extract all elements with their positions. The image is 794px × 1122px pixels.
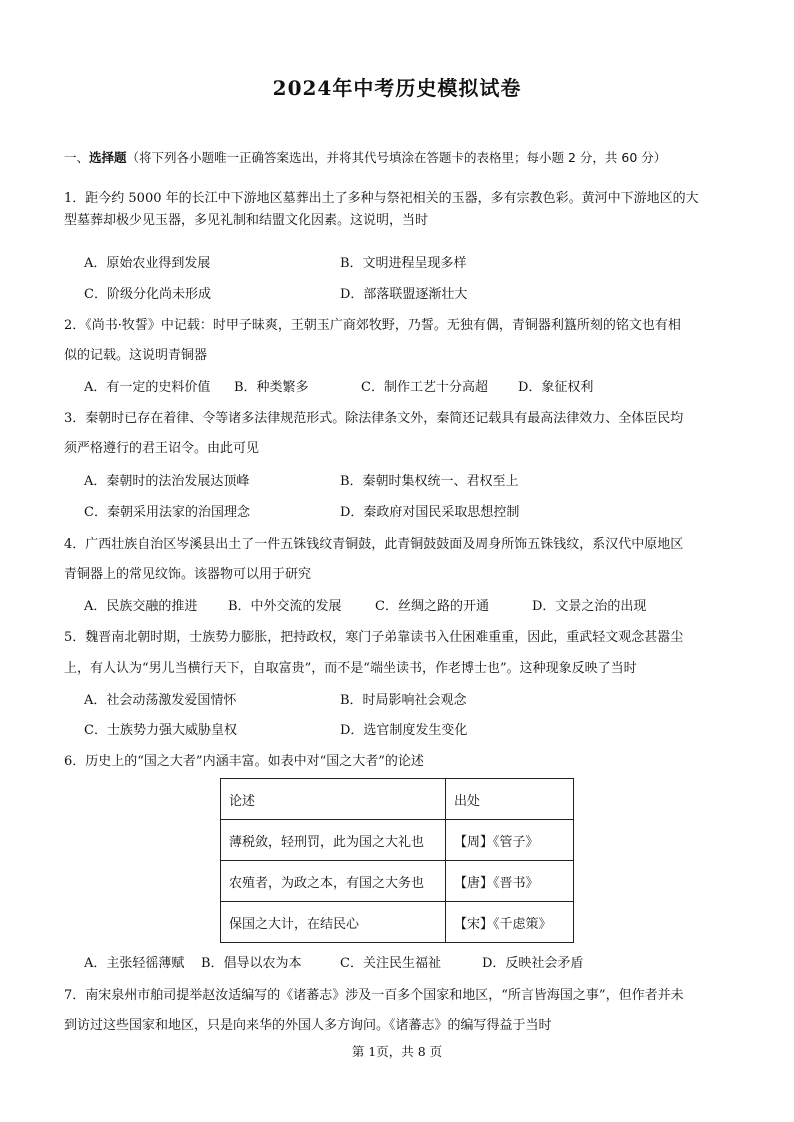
question-3-option-d: D．秦政府对国民采取思想控制	[340, 505, 520, 520]
question-3-option-c: C．秦朝采用法家的治国理念	[84, 505, 250, 520]
question-6-option-c: C．关注民生福祉	[340, 956, 441, 971]
question-3-option-b: B．秦朝时集权统一、君权至上	[340, 474, 519, 489]
table-cell: 【唐】《晋书》	[446, 861, 574, 902]
question-1-option-c: C．阶级分化尚未形成	[84, 287, 211, 302]
table-cell: 薄税敛，轻刑罚，此为国之大礼也	[221, 820, 446, 861]
question-4-line-1: 4．广西壮族自治区岑溪县出土了一件五铢钱纹青铜鼓，此青铜鼓鼓面及周身所饰五铢钱纹，系汉代中原地区	[64, 537, 684, 552]
table-row	[221, 861, 574, 902]
question-2-option-b: B．种类繁多	[234, 380, 309, 395]
question-5-line-1: 5．魏晋南北朝时期，士族势力膨胀，把持政权，寒门子弟靠读书入仕困难重重，因此，重武轻文观念甚嚣尘	[64, 630, 684, 645]
question-6-option-b: B．倡导以农为本	[201, 956, 302, 971]
question-1-line-2: 型墓葬却极少见玉器，多见礼制和结盟文化因素。这说明，当时	[64, 213, 429, 228]
question-1-option-b: B．文明进程呈现多样	[340, 256, 467, 271]
table-header-row	[221, 779, 574, 820]
question-2-line-1: 2．《尚书·牧誓》中记载：时甲子昧爽，王朝玉广商郊牧野，乃誓。无独有偶，青铜器利簋所刻的铭文也有相	[64, 318, 681, 333]
question-2-option-d: D．象征权利	[518, 380, 594, 395]
table-cell: 【宋】《千虑策》	[446, 902, 574, 943]
table-row	[221, 902, 574, 943]
question-2-option-a: A．有一定的史料价值	[84, 380, 211, 395]
question-2-option-c: C．制作工艺十分高超	[361, 380, 488, 395]
question-6-line-1: 6．历史上的“国之大者”内涵丰富。如表中对“国之大者”的论述	[64, 754, 424, 769]
table-cell: 农殖者，为政之本，有国之大务也	[221, 861, 446, 902]
quote-table	[220, 778, 574, 943]
section-header	[64, 148, 744, 166]
question-1-line-1: 1．距今约 5000 年的长江中下游地区墓葬出土了多种与祭祀相关的玉器，多有宗教色彩。黄河中下游地区的大	[64, 191, 699, 206]
table-row	[221, 820, 574, 861]
question-1-option-d: D．部落联盟逐渐壮大	[340, 287, 468, 302]
question-4-option-b: B．中外交流的发展	[228, 599, 342, 614]
question-6-option-d: D．反映社会矛盾	[482, 956, 584, 971]
question-6-option-a: A．主张轻徭薄赋	[84, 956, 185, 971]
question-7-line-2: 到访过这些国家和地区，只是向来华的外国人多方询问。《诸蕃志》的编写得益于当时	[64, 1018, 552, 1033]
question-3-line-1: 3．秦朝时已存在着律、令等诸多法律规范形式。除法律条文外，秦简还记载具有最高法律效力、全体臣民均	[64, 411, 684, 426]
question-7-line-1: 7．南宋泉州市舶司提举赵汝适编写的《诸蕃志》涉及一百多个国家和地区，“所言皆海国之事”，但作者并未	[64, 988, 684, 1003]
question-5-option-d: D．选官制度发生变化	[340, 723, 468, 738]
question-5-option-c: C．士族势力强大威胁皇权	[84, 723, 237, 738]
table-cell: 【周】《管子》	[446, 820, 574, 861]
section-number: 一、	[64, 150, 90, 165]
table-header-cell: 论述	[221, 779, 446, 820]
question-5-option-b: B．时局影响社会观念	[340, 693, 467, 708]
section-instructions: （将下列各小题唯一正确答案选出，并将其代号填涂在答题卡的表格里；每小题 2 分，共 60 分）	[126, 150, 667, 165]
question-4-line-2: 青铜器上的常见纹饰。该器物可以用于研究	[64, 567, 312, 582]
section-name: 选择题	[89, 150, 127, 165]
question-1-option-a: A．原始农业得到发展	[84, 256, 211, 271]
question-5-option-a: A．社会动荡激发爱国情怀	[84, 693, 237, 708]
question-4-option-a: A．民族交融的推进	[84, 599, 198, 614]
page-footer: 第 1页，共 8 页	[351, 1044, 443, 1059]
table-header-cell: 出处	[446, 779, 574, 820]
table-cell: 保国之大计，在结民心	[221, 902, 446, 943]
question-4-option-c: C．丝绸之路的开通	[375, 599, 489, 614]
question-3-line-2: 须严格遵行的君王诏令。由此可见	[64, 441, 260, 456]
question-3-option-a: A．秦朝时的法治发展达顶峰	[84, 474, 250, 489]
page-title: 2024年中考历史模拟试卷	[272, 76, 522, 100]
question-4-option-d: D．文景之治的出现	[532, 599, 647, 614]
question-2-line-2: 似的记载。这说明青铜器	[64, 348, 208, 363]
question-5-line-2: 上，有人认为“男儿当横行天下，自取富贵”，而不是“端坐读书，作老博士也”。这种现象反映了当时	[64, 661, 637, 676]
